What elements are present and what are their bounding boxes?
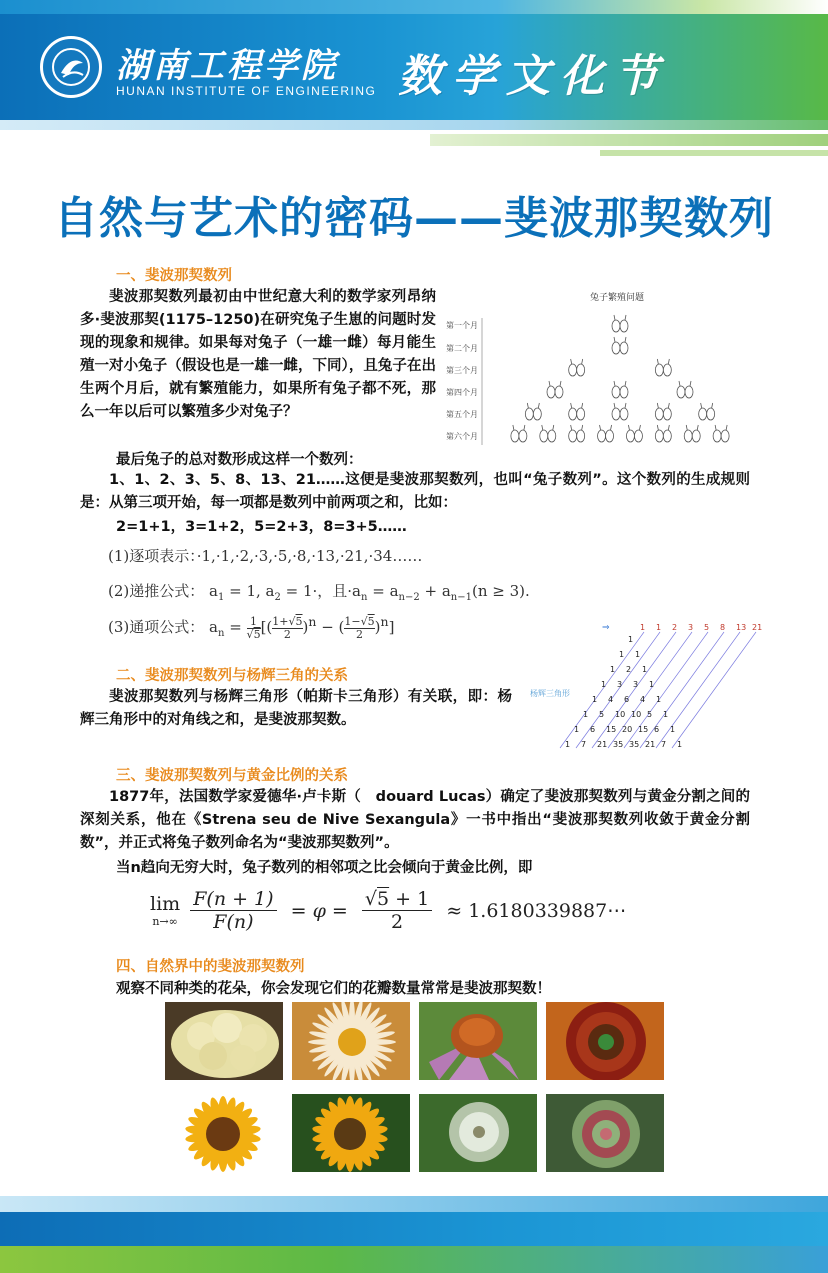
pascal-cell: 1 — [642, 665, 648, 674]
golden-ratio-limit-formula: lim n→∞ $\frac{F(n + 1)}{F(n)}$ = φ = $\frac{√5 + 1}{2}$ ≈ 1.6180339887⋯ — [150, 888, 627, 933]
pascal-cell: 35 — [629, 740, 640, 749]
pascal-cell: 10 — [615, 710, 626, 719]
rabbit-tree — [440, 290, 760, 450]
section3-para1-text: 1877年，法国数学家爱德华·卢卡斯（ douard Lucas）确定了斐波那契数列与黄金分割之间的深刻关系，他在《Strena seu de Nive Sexangula》一书中指出“斐波那契数列收敛于黄金分割数”，并正式将兔子数列命名为“斐波那契数列”。 — [80, 789, 750, 851]
section3-para2: 当n趋向无穷大时，兔子数列的相邻项之比会倾向于黄金比例，即 — [116, 860, 533, 876]
pascal-cell: 3 — [633, 680, 639, 689]
pascal-top-number: 5 — [704, 623, 710, 632]
pascal-top-number: 2 — [672, 623, 678, 632]
pascal-diagonal-line — [672, 632, 756, 748]
rabbit-pair-icon — [569, 425, 585, 442]
rabbit-pair-icon — [598, 425, 614, 442]
section1-para4: 2=1+1，3=1+2，5=2+3，8=3+5…… — [116, 519, 407, 535]
rabbit-pair-icon — [684, 425, 700, 442]
section1-para3 — [80, 469, 750, 515]
pascal-cell: 1 — [583, 710, 589, 719]
rabbit-pair-icon — [547, 381, 563, 398]
pascal-cell: 15 — [606, 725, 617, 734]
cauliflower-image — [165, 1002, 283, 1080]
pascal-cell: 6 — [590, 725, 596, 734]
coneflower-image — [419, 1002, 537, 1080]
pascal-cell: 35 — [613, 740, 624, 749]
formula-general: (3)通项公式： $a_n$ = $\frac{1}{√5}$ [( $\frac{1+√5}{2}$ )$^n$ − ( $\frac{1-√5}{2}$ )$^n$] — [108, 614, 395, 641]
pascal-cell: 21 — [597, 740, 608, 749]
pascal-cell: 21 — [645, 740, 656, 749]
pascal-label: 杨辉三角形 — [530, 689, 570, 698]
section2-para-text: 斐波那契数列与杨辉三角形（帕斯卡三角形）有关联，即：杨辉三角形中的对角线之和，是斐波那契数。 — [80, 689, 512, 728]
pascal-top-number: 13 — [736, 623, 747, 632]
school-name-cn: 湖南工程学院 — [116, 46, 338, 86]
pascal-diagram — [530, 618, 770, 758]
rabbit-pair-icon — [677, 381, 693, 398]
pascal-top-number: 1 — [640, 623, 646, 632]
rabbit-pair-icon — [612, 315, 628, 332]
section4-heading: 四、自然界中的斐波那契数列 — [116, 959, 305, 975]
pascal-cell: 1 — [635, 650, 641, 659]
rabbit-pair-icon — [569, 403, 585, 420]
rabbit-row-label: 第六个月 — [446, 432, 478, 441]
rabbit-pair-icon — [569, 359, 585, 376]
pascal-cell: 1 — [663, 710, 669, 719]
section1-para2: 最后兔子的总对数形成这样一个数列： — [116, 452, 363, 468]
pascal-cell: 1 — [601, 680, 607, 689]
section3-heading: 三、斐波那契数列与黄金比例的关系 — [116, 768, 348, 784]
pascal-cell: 10 — [631, 710, 642, 719]
pascal-diagonal-line — [656, 632, 740, 748]
pascal-cell: 1 — [656, 695, 662, 704]
pascal-diagonal-line — [640, 632, 724, 748]
rabbit-pair-icon — [612, 381, 628, 398]
page-title: 自然与艺术的密码——斐波那契数列 — [54, 193, 774, 244]
formula-sequence: (1)逐项表示：·1,·1,·2,·3,·5,·8,·13,·21,·34…… — [108, 547, 423, 565]
rabbit-pair-icon — [655, 359, 671, 376]
rabbit-pair-icon — [699, 403, 715, 420]
pascal-cell: 1 — [592, 695, 598, 704]
rabbit-pair-icon — [626, 425, 642, 442]
pascal-cell: 7 — [661, 740, 667, 749]
rabbit-diagram-caption: 兔子繁殖问题 — [590, 293, 645, 303]
formula-recurrence-label: (2)递推公式： — [108, 582, 205, 600]
section1-para3-text: 1、1、2、3、5、8、13、21……这便是斐波那契数列，也叫“兔子数列”。这个数列的生成规则是：从第三项开始，每一项都是数列中前两项之和，比如： — [80, 472, 750, 511]
pascal-cell: 1 — [565, 740, 571, 749]
rabbit-pair-icon — [713, 425, 729, 442]
pascal-cell: 1 — [574, 725, 580, 734]
pascal-top-number: 21 — [752, 623, 763, 632]
dandelion-image — [419, 1094, 537, 1172]
rabbit-row-label: 第二个月 — [446, 344, 478, 353]
pascal-cell: 3 — [617, 680, 623, 689]
rabbit-row-label: 第一个月 — [446, 321, 478, 330]
pascal-cell: 1 — [610, 665, 616, 674]
pascal-cell: 20 — [622, 725, 633, 734]
rabbit-pair-icon — [655, 425, 671, 442]
section1-para1-text: 斐波那契数列最初由中世纪意大利的数学家列昂纳多·斐波那契(1175–1250)在研究兔子生崽的问题时发现的现象和规律。如果每对兔子（一雄一雌）每月能生殖一对小兔子（假设也是一雄一雌，下同），且兔子在出生两个月后，就有繁殖能力，如果所有兔子都不死，那么一年以后可以繁殖多少对兔子？ — [80, 289, 436, 420]
pascal-cell: 6 — [654, 725, 660, 734]
nature-image-grid — [165, 1002, 670, 1178]
pascal-cell: 4 — [640, 695, 646, 704]
pascal-top-number: 8 — [720, 623, 726, 632]
header-under-band — [0, 120, 828, 160]
school-logo-icon — [40, 36, 102, 98]
pascal-triangle-figure — [530, 618, 770, 758]
section3-para1 — [80, 786, 750, 855]
header-banner — [0, 0, 828, 120]
rabbit-row-label: 第三个月 — [446, 366, 478, 375]
section2-heading: 二、斐波那契数列与杨辉三角的关系 — [116, 668, 348, 684]
section1-heading: 一、斐波那契数列 — [116, 268, 232, 284]
pascal-diagonal-line — [592, 632, 676, 748]
pascal-cell: 5 — [647, 710, 653, 719]
sunflower-image — [165, 1094, 283, 1172]
rabbit-pair-icon — [511, 425, 527, 442]
sunflower-field-image — [292, 1094, 410, 1172]
pascal-cell: 15 — [638, 725, 649, 734]
pascal-top-number: 1 — [656, 623, 662, 632]
section4-para: 观察不同种类的花朵，你会发现它们的花瓣数量常常是斐波那契数！ — [116, 981, 551, 997]
header-top-stripe — [0, 0, 828, 14]
formula-recurrence: (2)递推公式： $a_1 = 1$, $a_2 = 1\cdot$，且$\cdot a_n = a_{n-2} + a_{n-1}(n \ge 3)$. — [108, 582, 530, 603]
pascal-cell: 1 — [670, 725, 676, 734]
pascal-cell: 2 — [626, 665, 632, 674]
rabbit-pair-icon — [540, 425, 556, 442]
rabbit-pair-icon — [655, 403, 671, 420]
pascal-cell: 5 — [599, 710, 605, 719]
pascal-cell: 6 — [624, 695, 630, 704]
festival-title: 数学文化节 — [398, 51, 668, 102]
rabbit-row-label: 第四个月 — [446, 388, 478, 397]
pascal-top-number: 3 — [688, 623, 694, 632]
succulent-image — [546, 1094, 664, 1172]
rabbit-pair-icon — [612, 337, 628, 354]
daisy-image — [292, 1002, 410, 1080]
pascal-cell: 7 — [581, 740, 587, 749]
pascal-cell: 1 — [649, 680, 655, 689]
pascal-cell: 1 — [677, 740, 683, 749]
pascal-cell: 1 — [619, 650, 625, 659]
pascal-cell: 1 — [628, 635, 634, 644]
arrow-right-icon: ⇒ — [602, 623, 610, 633]
pascal-cell: 4 — [608, 695, 614, 704]
golden-ratio-value: ≈ 1.6180339887⋯ — [446, 899, 627, 922]
rabbit-diagram — [440, 290, 760, 450]
sunflower-spiral-image — [546, 1002, 664, 1080]
school-name-en: HUNAN INSTITUTE OF ENGINEERING — [116, 84, 377, 98]
section2-para — [80, 686, 512, 732]
formula-general-label: (3)通项公式： — [108, 618, 205, 636]
rabbit-pair-icon — [612, 403, 628, 420]
footer-band — [0, 1196, 828, 1273]
section1-para1 — [80, 286, 436, 424]
rabbit-row-label: 第五个月 — [446, 410, 478, 419]
rabbit-pair-icon — [525, 403, 541, 420]
